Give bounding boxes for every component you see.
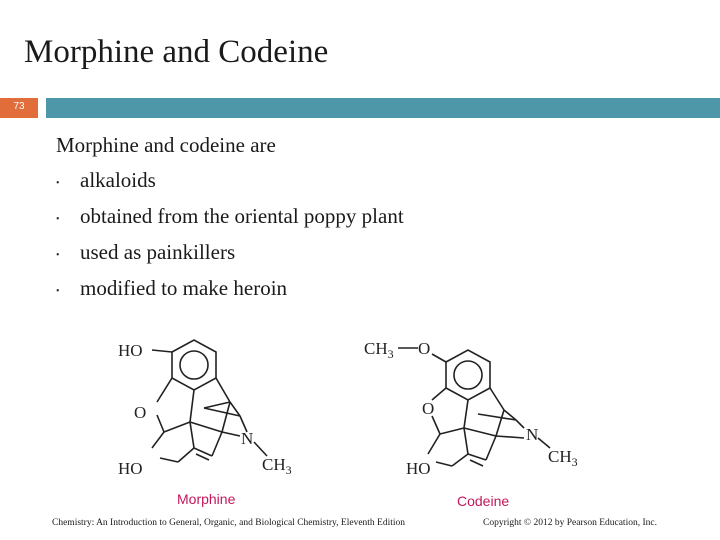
codeine-structure [362,330,592,490]
morphine-structure [112,330,302,490]
header-divider-bar [46,98,720,118]
codeine-top-methyl-sub: 3 [387,347,394,361]
codeine-methyl [548,447,578,469]
bullet-text: modified to make heroin [80,276,288,300]
bullet-text: obtained from the oriental poppy plant [80,204,404,228]
footer-copyright: Copyright © 2012 by Pearson Education, Inc. [483,518,657,528]
morphine-methyl-ch: CH [262,455,286,474]
codeine-ring-oxygen: O [422,399,435,418]
codeine-bottom-group: HO [406,459,431,478]
bullet-icon: • [56,178,60,189]
morphine-nitrogen: N [241,429,254,448]
morphine-top-group: HO [118,341,143,360]
slide-number: 73 [13,101,25,112]
bullet-item [56,168,404,204]
codeine-top-oxygen: O [418,339,431,358]
bullet-item [56,276,404,312]
intro-text: Morphine and codeine are [56,133,276,157]
codeine-methyl-sub: 3 [571,455,578,469]
bullet-icon: • [56,214,60,225]
bullet-text: alkaloids [80,168,156,192]
codeine-methyl-ch: CH [548,447,572,466]
codeine-caption: Codeine [457,493,510,509]
codeine-nitrogen: N [526,425,539,444]
morphine-caption: Morphine [177,491,236,507]
bullet-icon: • [56,250,60,261]
codeine-top-methyl [364,339,394,361]
morphine-ring-oxygen: O [134,403,147,422]
bullet-text: used as painkillers [80,240,236,264]
slide-title: Morphine and Codeine [24,34,329,70]
codeine-top-methyl-ch: CH [364,339,388,358]
morphine-methyl-sub: 3 [285,463,292,477]
bullet-list [56,168,404,312]
bullet-item [56,204,404,240]
morphine-bottom-group: HO [118,459,143,478]
footer-book-title: Chemistry: An Introduction to General, Organic, and Biological Chemistry, Eleventh Edition [52,518,406,528]
bullet-item [56,240,404,276]
bullet-icon: • [56,286,60,297]
morphine-methyl [262,455,292,477]
